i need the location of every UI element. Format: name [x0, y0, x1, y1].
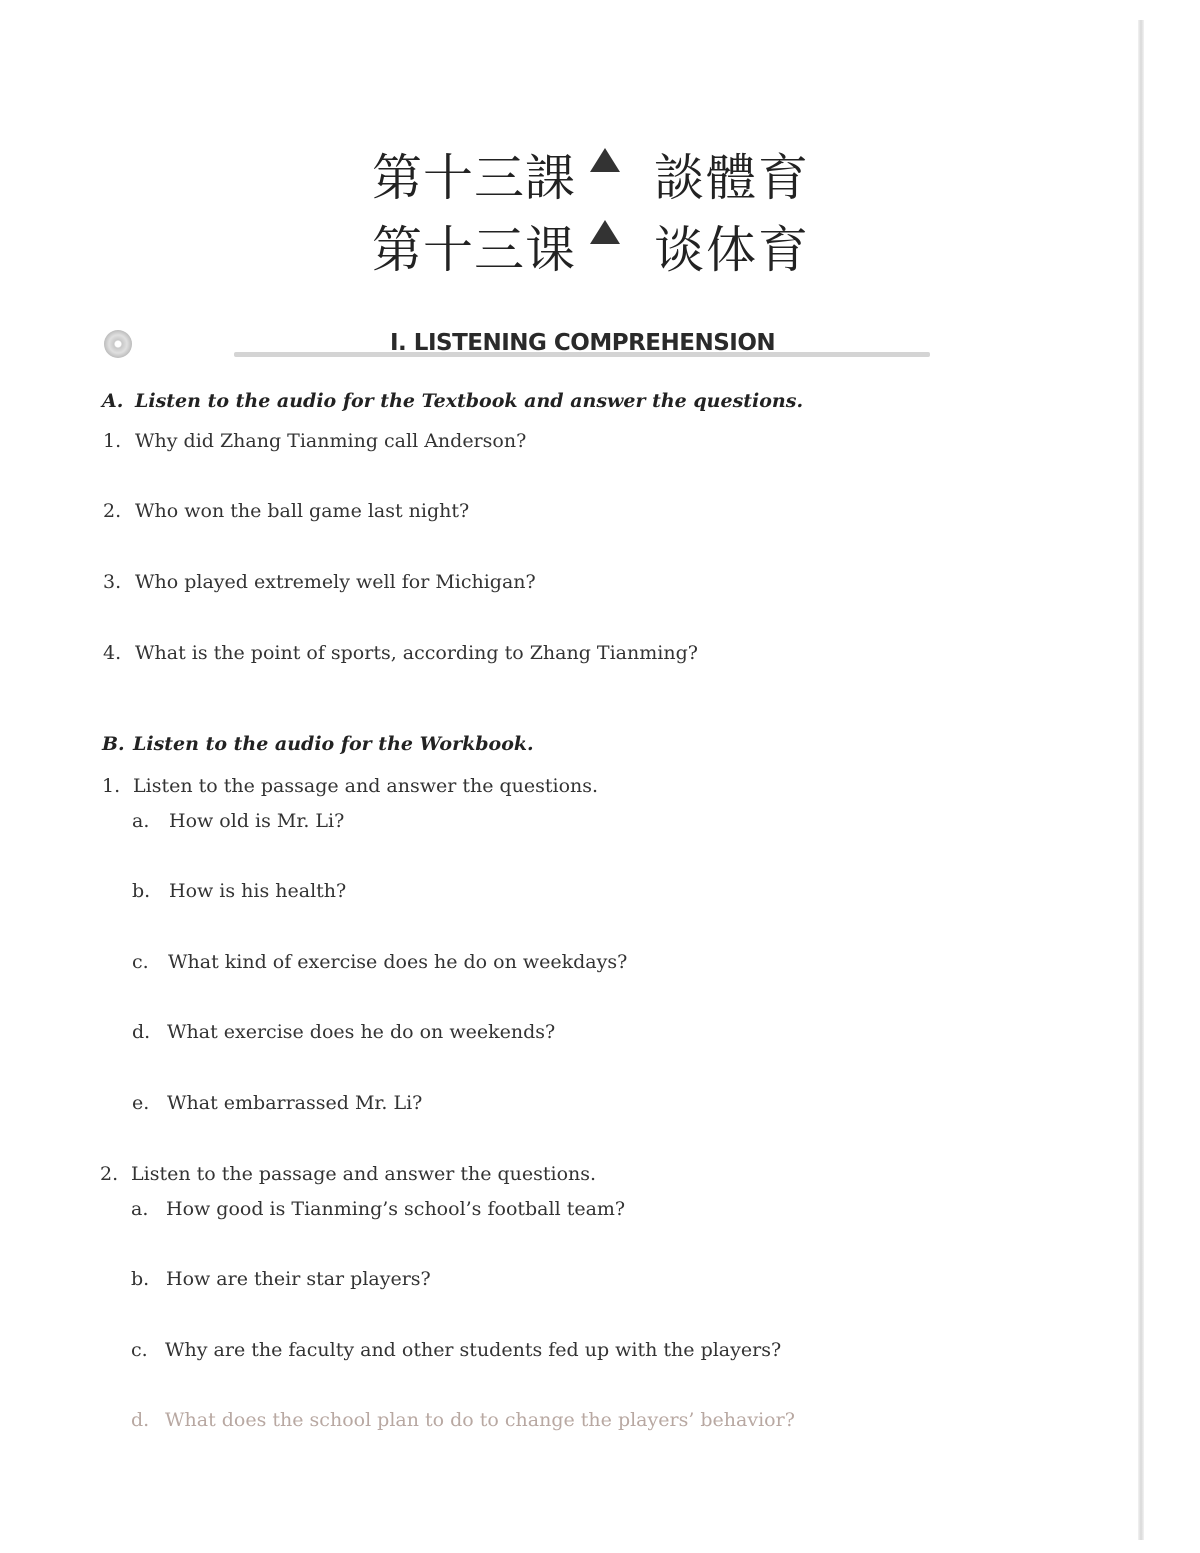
sub-text: How good is Tianming’s school’s football team?	[166, 1198, 626, 1220]
sub-letter: c.	[131, 1339, 148, 1361]
triangle-separator-icon	[590, 220, 620, 244]
question-text: What is the point of sports, according to Zhang Tianming?	[135, 642, 698, 664]
question-number: 3.	[103, 571, 122, 593]
sub-letter: a.	[132, 810, 150, 832]
sub-text: How is his health?	[169, 880, 347, 902]
lesson-number-traditional: 第十三課	[372, 149, 576, 207]
triangle-separator-icon	[590, 148, 620, 172]
question-text: Who played extremely well for Michigan?	[135, 571, 536, 593]
item-text: Listen to the passage and answer the questions.	[131, 1163, 597, 1185]
sub-letter: b.	[132, 880, 151, 902]
sub-text: What exercise does he do on weekends?	[167, 1021, 556, 1043]
part-a-instruction-text: Listen to the audio for the Textbook and answer the questions.	[135, 390, 804, 412]
question-text: Who won the ball game last night?	[135, 500, 470, 522]
item-number: 1.	[102, 775, 121, 797]
question-number: 1.	[103, 430, 122, 452]
item-number: 2.	[100, 1163, 119, 1185]
sub-letter: e.	[132, 1092, 150, 1114]
sub-letter: b.	[131, 1268, 150, 1290]
item-text: Listen to the passage and answer the questions.	[133, 775, 599, 797]
sub-letter: d.	[131, 1409, 150, 1431]
sub-letter: c.	[132, 951, 149, 973]
question-number: 4.	[103, 642, 122, 664]
sub-letter: d.	[132, 1021, 151, 1043]
sub-text: How old is Mr. Li?	[169, 810, 345, 832]
lesson-number-simplified: 第十三课	[372, 221, 576, 279]
part-a-letter: A.	[102, 390, 124, 412]
sub-text: Why are the faculty and other students fed up with the players?	[165, 1339, 782, 1361]
question-text: Why did Zhang Tianming call Anderson?	[135, 430, 527, 452]
audio-disc-icon	[104, 330, 132, 358]
part-b-letter: B.	[102, 733, 125, 755]
sub-text: What embarrassed Mr. Li?	[167, 1092, 423, 1114]
part-b-instruction-text: Listen to the audio for the Workbook.	[133, 733, 534, 755]
section-title: I. LISTENING COMPREHENSION	[390, 330, 776, 356]
sub-letter: a.	[131, 1198, 149, 1220]
lesson-topic-traditional: 談體育	[654, 149, 810, 207]
sub-text: How are their star players?	[166, 1268, 431, 1290]
section-header	[100, 324, 940, 364]
lesson-topic-simplified: 谈体育	[654, 221, 810, 279]
sub-text: What kind of exercise does he do on weekdays?	[168, 951, 628, 973]
page-edge-shadow	[1138, 20, 1144, 1540]
sub-text: What does the school plan to do to change the players’ behavior?	[165, 1409, 795, 1431]
question-number: 2.	[103, 500, 122, 522]
